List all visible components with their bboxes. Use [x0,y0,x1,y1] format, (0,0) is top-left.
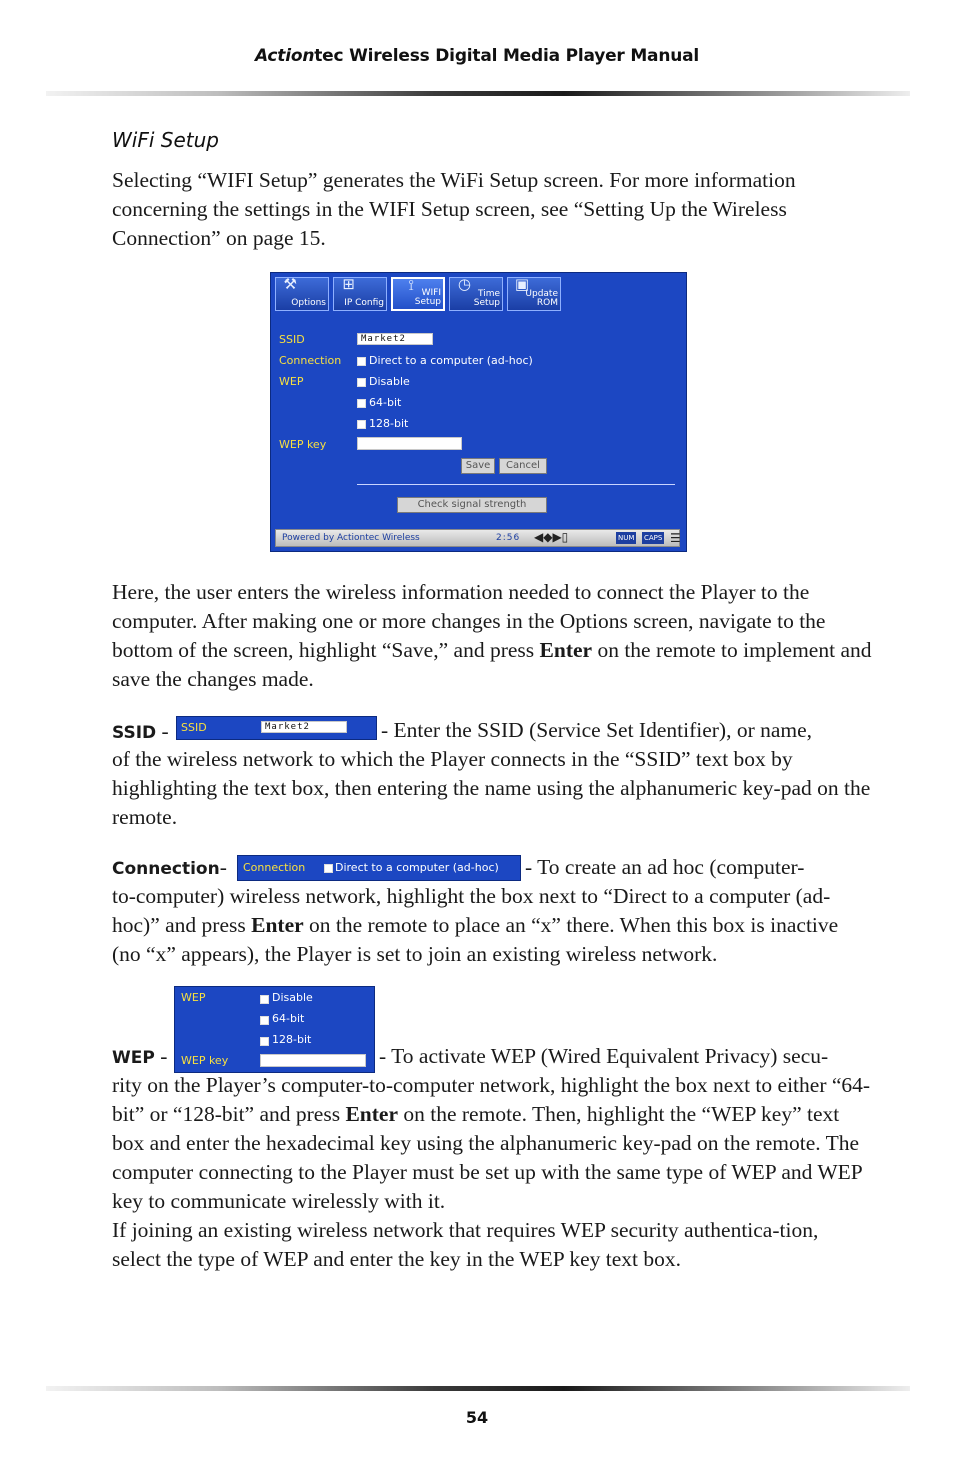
connection-section-sep: - [219,855,227,879]
header-brand-italic: Action [254,46,315,66]
tab-time-setup [449,277,503,311]
menu-icon: ☰ [670,531,681,545]
wep-128-checkbox [357,420,366,429]
wep-option-64: 64-bit [369,396,402,409]
para2-before: Here, the user enters the wireless information needed to connect the Player to the computer. After making one or more changes in the Options screen, navigate to the bottom of the screen, highlight “Save,” and press [112,580,826,662]
tab-bar [275,277,561,313]
inline-wep-128-checkbox [260,1037,269,1046]
wep-rest-before: rity on the Player’s computer-to-computer network, highlight the box next to either “64-bit” or “128-bit” and press [112,1073,871,1126]
wep-section-label-row [112,1044,167,1069]
wep-line1: - To activate WEP (Wired Equivalent Privacy) secu- [379,1044,829,1068]
tab-ip-config [333,277,387,311]
wep-disable-checkbox [357,378,366,387]
para2-bold: Enter [539,638,593,662]
ssid-input: Market2 [357,333,433,345]
inline-wep-key-label: WEP key [181,1054,229,1067]
inline-ssid-label: SSID [181,721,207,734]
chip-icon: ▣ [514,275,529,293]
wep-section-sep: - [154,1044,168,1068]
wep-description [112,1071,872,1216]
ssid-description: of the wireless network to which the Player connects in the “SSID” text box by highlighting the text box, then entering the name using the alphanumeric key-pad on the remote. [112,747,871,829]
connection-section-label: Connection [112,859,220,879]
tab-time-setup-label: Time Setup [473,289,500,308]
inline-connection-label: Connection [243,861,306,874]
save-instructions-paragraph [112,578,872,694]
wep-section-label: WEP [112,1048,155,1068]
header-rule [46,91,910,96]
tab-ip-config-label: IP Config [344,298,384,308]
inline-connection-checkbox [324,864,333,873]
tab-wifi-setup [391,277,445,311]
ssid-label: SSID [279,333,305,346]
num-badge: NUM [618,534,635,542]
wep-label: WEP [279,375,304,388]
inline-wep-64-checkbox [260,1016,269,1025]
tab-update-rom-label: Update ROM [525,289,558,308]
inline-wep-128: 128-bit [272,1033,312,1046]
wep-option-disable: Disable [369,375,410,388]
caps-badge: CAPS [644,534,663,542]
footer-rule [46,1386,910,1391]
tab-update-rom [507,277,561,311]
status-bar [275,529,680,547]
inline-connection-option: Direct to a computer (ad-hoc) [335,861,499,874]
wep-option-128: 128-bit [369,417,409,430]
connection-inline-screenshot [237,855,521,881]
wep-key-label: WEP key [279,438,327,451]
para2-after: on the remote to implement and save the changes made. [112,638,872,691]
intro-paragraph: Selecting “WIFI Setup” generates the WiFi Setup screen. For more information concerning the settings in the WIFI Setup screen, see “Setting Up the Wireless Connection” on page 15. [112,168,796,250]
inline-wep-64: 64-bit [272,1012,305,1025]
antenna-icon: ⟟ [408,276,414,294]
connection-rest-before: to-computer) wireless network, highlight the box next to “Direct to a computer (ad-hoc)” and press [112,884,831,937]
inline-ssid-input: Market2 [261,721,347,733]
ssid-inline-screenshot [176,716,377,740]
section-title: WiFi Setup [112,128,219,152]
inline-wep-disable: Disable [272,991,313,1004]
connection-option: Direct to a computer (ad-hoc) [369,354,533,367]
inline-wep-label: WEP [181,991,206,1004]
connection-line1: - To create an ad hoc (computer- [525,855,805,879]
wep-64-checkbox [357,399,366,408]
check-signal-button: Check signal strength [397,497,547,513]
network-icon: ⊞ [342,275,355,293]
wep-key-input [357,437,462,450]
ssid-line1: - Enter the SSID (Service Set Identifier), or name, [381,718,813,742]
wifi-setup-screenshot [270,272,687,552]
inline-wep-disable-checkbox [260,995,269,1004]
screen-divider [357,484,675,485]
wep-existing-network-paragraph: If joining an existing wireless network that requires WEP security authentica-tion, select the type of WEP and enter the key in the WEP key text box. [112,1218,819,1271]
wep-bold: Enter [345,1102,398,1126]
cancel-button: Cancel [499,458,547,474]
clock-icon: ◷ [457,275,471,293]
connection-description [112,882,872,969]
status-text: Powered by Actiontec Wireless [282,533,420,543]
tab-options [275,277,329,311]
connection-bold: Enter [251,913,304,937]
tab-wifi-setup-label: WIFI Setup [414,288,441,307]
inline-wep-key-input [260,1054,366,1067]
connection-label: Connection [279,354,342,367]
connection-section-label-row [112,855,227,880]
tab-options-label: Options [291,298,326,308]
wep-inline-screenshot [174,986,375,1073]
save-button: Save [461,458,495,474]
connection-rest-after: on the remote to place an “x” there. When this box is inactive (no “x” appears), the Player is set to join an existing wireless network. [112,913,839,966]
header-brand-rest: tec Wireless Digital Media Player Manual [314,46,700,66]
ssid-section-sep: - [156,719,169,743]
ssid-section-label-row [112,719,169,744]
wrench-icon: ⚒ [283,275,297,293]
connection-checkbox [357,357,366,366]
page-number: 54 [465,1408,489,1427]
ssid-section-label: SSID [112,723,157,743]
status-time: 2:56 [496,533,521,543]
wep-rest-after: on the remote. Then, highlight the “WEP key” text box and enter the hexadecimal key using the alphanumeric key-pad on the remote. The computer connecting to the Player must be set up with the same type of WEP and WEP key to communicate wirelessly with it. [112,1102,862,1213]
manual-header [0,46,954,66]
navigation-arrows-icon: ◀◆▶▯ [534,530,569,544]
